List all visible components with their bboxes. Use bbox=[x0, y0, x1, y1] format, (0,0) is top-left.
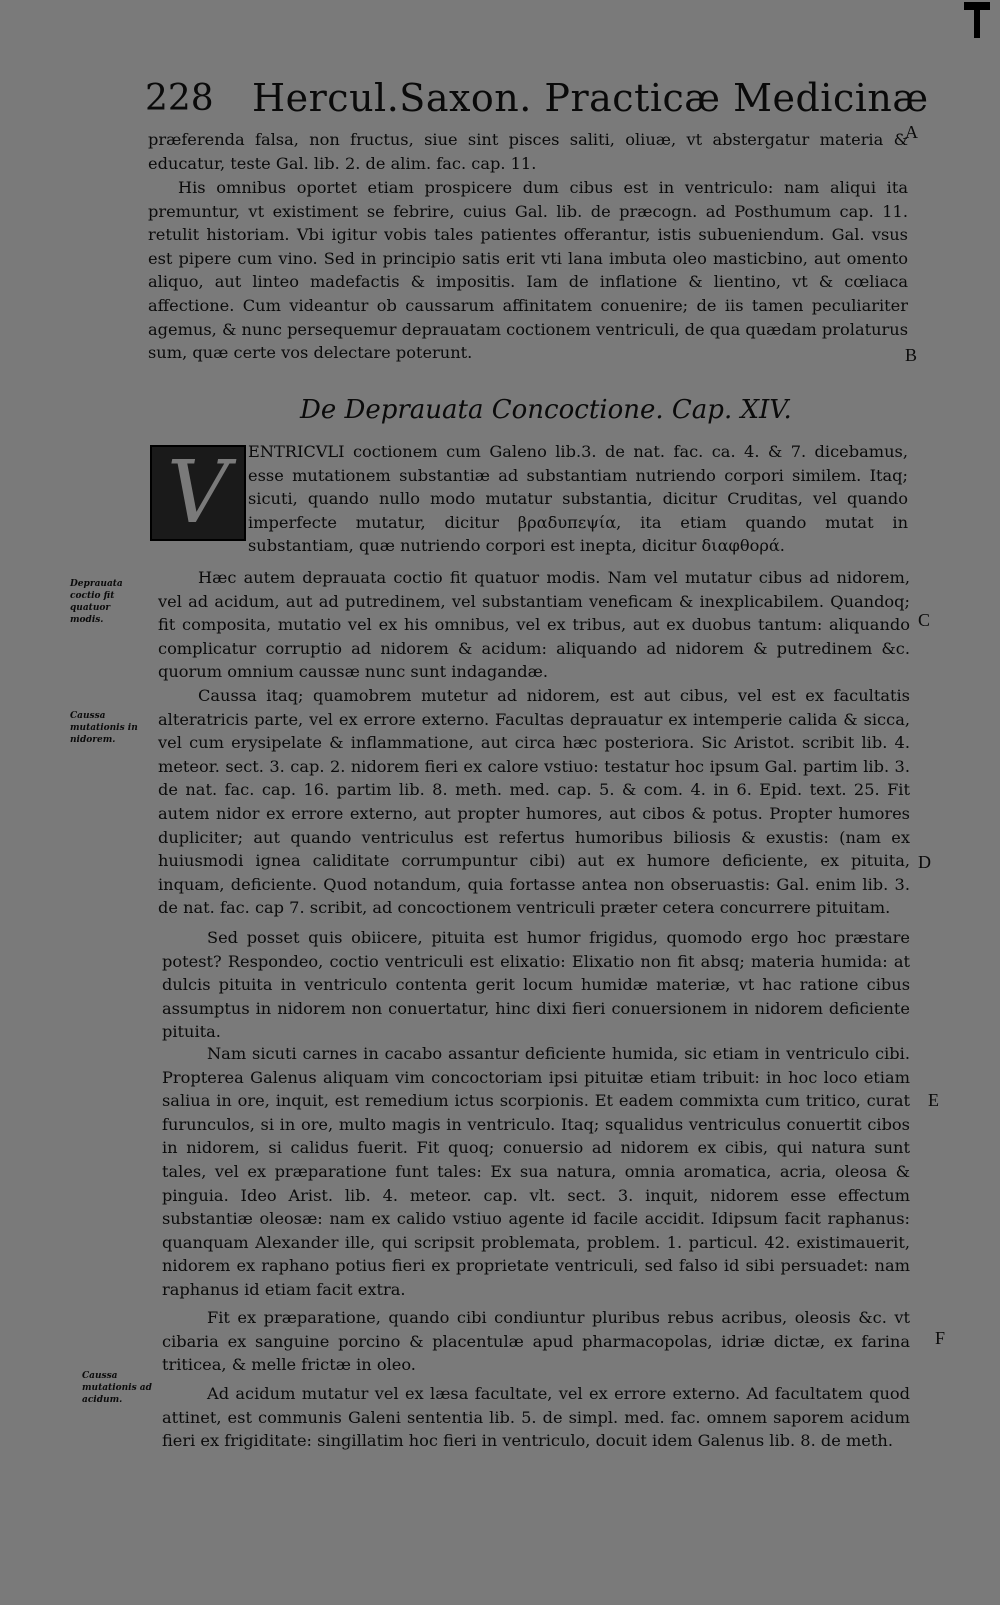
corner-mark bbox=[962, 0, 992, 40]
margin-letter-d: D bbox=[918, 852, 931, 872]
side-note-3: Caussa mutationis ad acidum. bbox=[82, 1371, 152, 1405]
para-main-6: Ad acidum mutatur vel ex læsa facultate, vel ex errore externo. Ad facultatem quod attinet, est communis Galeni sententia lib. 5. de simpl. med. fac. omnem saporem acidum fieri ex frigiditate: singillatim hoc fieri in ventriculo, docuit idem Galenus lib. 8. de meth. bbox=[162, 1384, 910, 1451]
para-main-3: Sed posset quis obiicere, pituita est humor frigidus, quomodo ergo hoc præstare potest? Respondeo, coctio ventriculi est elixatio: Elixatio non fit absq; materia humida: at dulcis pituita in ventriculo contenta gerit locum humidæ materiæ, vt hac ratione cibus assumptus in nidorem non conuertatur, hinc dixi fieri conuersionem in nidorem deficiente pituita. bbox=[162, 928, 910, 1042]
page-number: 228 bbox=[145, 78, 214, 119]
chapter-title: De Deprauata Concoctione. Cap. XIV. bbox=[300, 395, 792, 425]
para-main-5: Fit ex præparatione, quando cibi condiuntur pluribus rebus acribus, oleosis &c. vt cibaria ex sanguine porcino & placentulæ apud pharmacopolas, idriæ dictæ, ex farina triticea, & melle frictæ in oleo. bbox=[162, 1308, 910, 1375]
margin-letter-e: E bbox=[928, 1090, 939, 1110]
side-note-2: Caussa mutationis in nidorem. bbox=[70, 711, 138, 745]
para-main-2: Caussa itaq; quamobrem mutetur ad nidorem, est aut cibus, vel est ex facultatis alteratricis parte, vel ex errore externo. Facultas deprauatur ex intemperie calida & sicca, vel cum erysipelate & inflammatione, aut circa hæc posteriora. Sic Aristot. scribit lib. 4. meteor. sect. 3. cap. 2. nidorem fieri ex calore vstiuo: testatur hoc ipsum Gal. partim lib. 3. de nat. fac. cap. 16. partim lib. 8. meth. med. cap. 5. & com. 4. in 6. Epid. text. 25. Fit autem nidor ex errore externo, aut propter humores, aut cibos & potus. Propter humores dupliciter; aut quando ventriculus est refertus humoribus biliosis & exustis: (nam ex huiusmodi ignea caliditate corrumpuntur cibi) aut ex humore deficiente, ex pituita, inquam, deficiente. Quod notandum, quia fortasse antea non obseruastis: Gal. enim lib. 3. de nat. fac. cap 7. scribit, ad concoctionem ventriculi præter cetera concurrere pituitam. bbox=[158, 686, 910, 918]
para-main-4: Nam sicuti carnes in cacabo assantur deficiente humida, sic etiam in ventriculo cibi. Propterea Galenus aliquam vim concoctoriam ipsi pituitæ etiam tribuit: in hoc loco etiam saliua in ore, inquit, est remedium ictus scorpionis. Et eadem commixta cum tritico, curat furunculos, si in ore, multo magis in ventriculo. Itaq; squalidus ventriculus conuertit cibos in nidorem, si calidus fuerit. Fit quoq; conuersio ad nidorem ex cibis, qui natura sunt tales, vel ex præparatione funt tales: Ex sua natura, omnia aromatica, acria, oleosa & pinguia. Ideo Arist. lib. 4. meteor. cap. vlt. sect. 3. inquit, nidorem esse effectum substantiæ oleosæ: nam ex calido vstiuo agente id facile accidit. Idipsum facit raphanus: quanquam Alexander ille, qui scripsit problemata, problem. 1. particul. 42. existimauerit, nidorem ex raphano potius fieri ex proprietate ventriculi, sed falso id sibi persuadet: nam raphanus id etiam facit extra. bbox=[162, 1044, 910, 1299]
margin-letter-c: C bbox=[918, 610, 931, 630]
para-top-1: præferenda falsa, non fructus, siue sint pisces saliti, oliuæ, vt abstergatur materia & educatur, teste Gal. lib. 2. de alim. fac. cap. 11. bbox=[148, 130, 908, 173]
margin-letter-f: F bbox=[935, 1328, 946, 1348]
running-title: Hercul.Saxon. Practicæ Medicinæ bbox=[252, 76, 929, 120]
initial-letter: V bbox=[150, 445, 246, 541]
first-paragraph: ENTRICVLI coctionem cum Galeno lib.3. de nat. fac. ca. 4. & 7. dicebamus, esse mutationem substantiæ ad substantiam nutriendo corpori similem. Itaq; sicuti, quando nullo modo mutatur substantia, dicitur Cruditas, vel quando imperfecte mutatur, dicitur βραδυπεψία, ita etiam quando mutat in substantiam, quæ nutriendo corpori est inepta, dicitur διαφθορά. bbox=[248, 442, 908, 556]
side-note-1: Deprauata coctio fit quatuor modis. bbox=[70, 579, 123, 625]
para-top-2: His omnibus oportet etiam prospicere dum cibus est in ventriculo: nam aliqui ita premuntur, vt existiment se febrire, cuius Gal. lib. de præcogn. ad Posthumum cap. 11. retulit historiam. Vbi igitur vobis tales patientes offerantur, istis subueniendum. Gal. vsus est pipere cum vino. Sed in principio satis erit vti lana imbuta oleo masticbino, aut omento aliquo, aut linteo madefactis & impositis. Iam de inflatione & lientino, vt & cœliaca affectione. Cum videantur ob caussarum affinitatem conuenire; de iis tamen peculiariter agemus, & nunc persequemur deprauatam coctionem ventriculi, de qua quædam prolaturus sum, quæ certe vos delectare poterunt. bbox=[148, 178, 908, 363]
para-main-1: Hæc autem deprauata coctio fit quatuor modis. Nam vel mutatur cibus ad nidorem, vel ad acidum, aut ad putredinem, vel substantiam veneficam & inexplicabilem. Quandoq; fit composita, mutatio vel ex his omnibus, vel ex tribus, aut ex duobus tantum: aliquando complicatur corruptio ad nidorem & acidum: aliquando ad nidorem & putredinem &c. quorum omnium caussæ nunc sunt indagandæ. bbox=[158, 568, 910, 682]
margin-letter-b: B bbox=[905, 345, 918, 365]
margin-letter-a: A bbox=[905, 122, 918, 142]
